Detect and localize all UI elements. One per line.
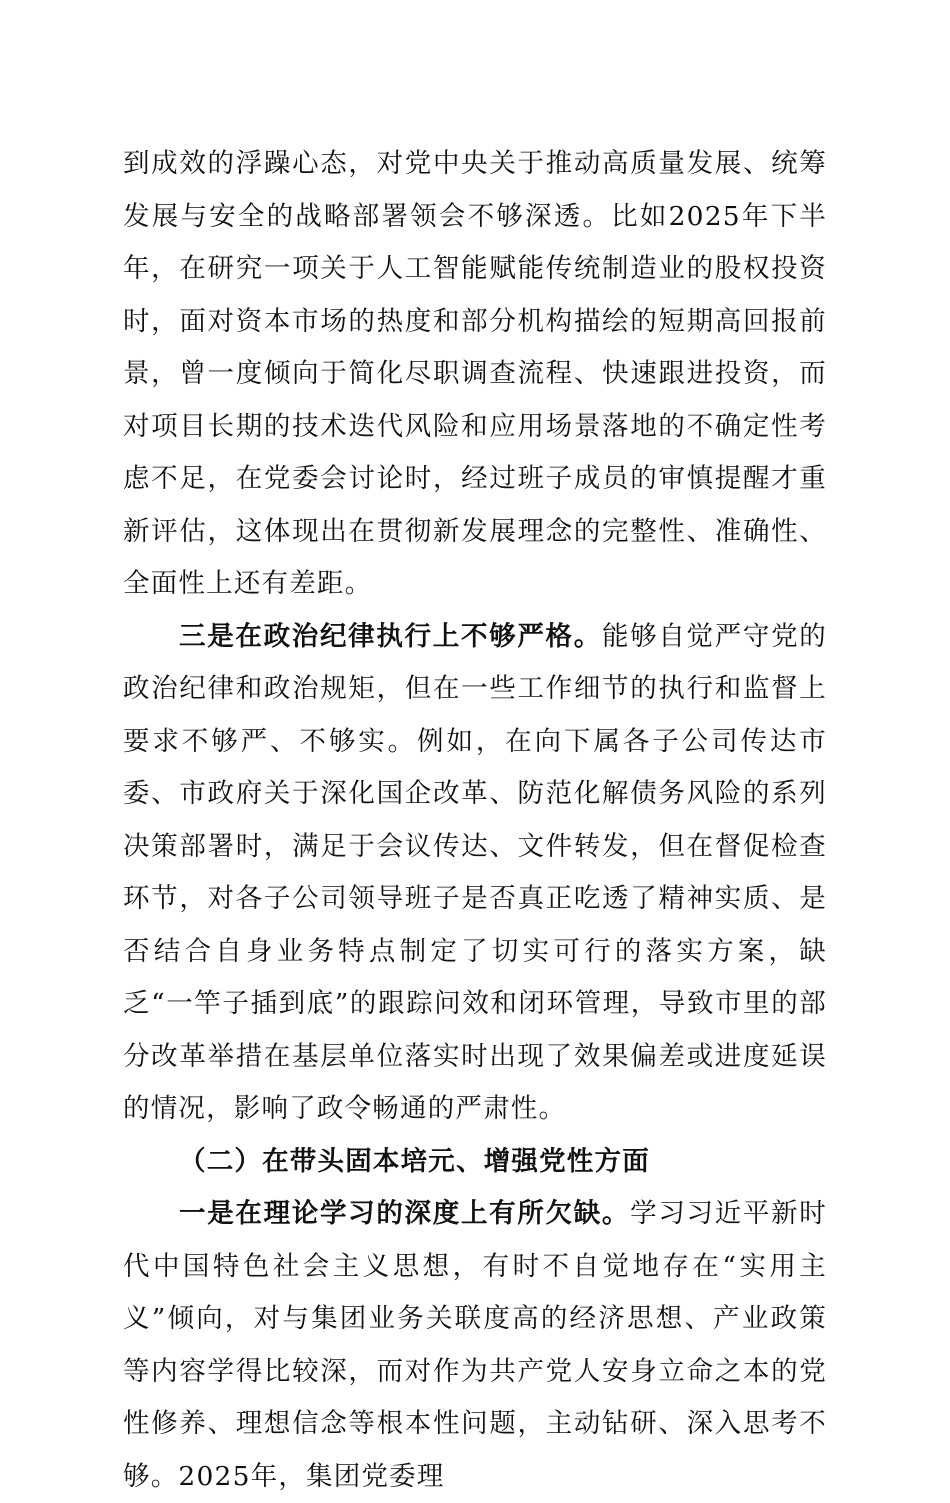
document-body: [123, 138, 827, 1503]
paragraph-strategy-understanding: [123, 138, 827, 611]
paragraph-political-discipline: [123, 611, 827, 1136]
section-heading: （二）在带头固本培元、增强党性方面: [179, 1145, 650, 1177]
paragraph-text: 能够自觉严守党的政治纪律和政治规矩，但在一些工作细节的执行和监督上要求不够严、不够实。例如，在向下属各子公司传达市委、市政府关于深化国企改革、防范化解债务风险的系列决策部署时，满足于会议传达、文件转发，但在督促检查环节，对各子公司领导班子是否真正吃透了精神实质、是否结合自身业务特点制定了切实可行的落实方案，缺乏“一竿子插到底”的跟踪问效和闭环管理，导致市里的部分改革举措在基层单位落实时出现了效果偏差或进度延误的情况，影响了政令畅通的严肃性。: [123, 620, 828, 1124]
paragraph-theory-study: [123, 1188, 827, 1503]
paragraph-text: 学习习近平新时代中国特色社会主义思想，有时不自觉地存在“实用主义”倾向，对与集团业务关联度高的经济思想、产业政策等内容学得比较深，而对作为共产党人安身立命之本的党性修养、理想信念等根本性问题，主动钻研、深入思考不够。2025年，集团党委理: [123, 1198, 827, 1492]
paragraph-lead-heading: 一是在理论学习的深度上有所欠缺。: [179, 1198, 631, 1229]
paragraph-text: 到成效的浮躁心态，对党中央关于推动高质量发展、统筹发展与安全的战略部署领会不够深透。比如2025年下半年，在研究一项关于人工智能赋能传统制造业的股权投资时，面对资本市场的热度和部分机构描绘的短期高回报前景，曾一度倾向于简化尽职调查流程、快速跟进投资，而对项目长期的技术迭代风险和应用场景落地的不确定性考虑不足，在党委会讨论时，经过班子成员的审慎提醒才重新评估，这体现出在贯彻新发展理念的完整性、准确性、全面性上还有差距。: [123, 148, 827, 599]
paragraph-lead-heading: 三是在政治纪律执行上不够严格。: [179, 620, 602, 652]
